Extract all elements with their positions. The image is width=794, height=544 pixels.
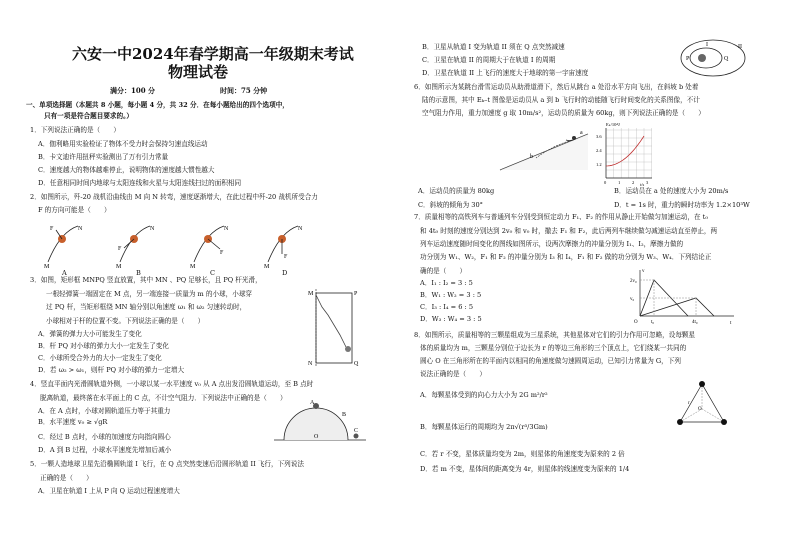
q7-option-b: B．W₁ : W₂ = 3 : 5 — [420, 291, 482, 299]
q8-option-d: D．若 m 不变，星体间的距离变为 4r，则星体的线速度变为原来的 1/4 — [420, 465, 630, 473]
q8-line-3: 圆心 O 在三角形所在的平面内以相同的角速度做匀速圆周运动，已知引力常量为 G，下列 — [420, 357, 681, 365]
svg-text:M: M — [44, 264, 50, 270]
svg-text:O: O — [698, 407, 702, 412]
q7-option-c: C．I₃ : I₄ = 6 : 5 — [420, 303, 474, 311]
svg-text:P: P — [354, 291, 358, 297]
fig7-xlabel: t — [730, 321, 732, 326]
section-heading-2: 只有一项是符合题目要求的。） — [44, 112, 134, 120]
page-subtitle: 物理试卷 — [168, 63, 229, 81]
q4-track-figure — [270, 396, 370, 446]
q8-option-c: C．若 r 不变，星体质量均变为 2m，则星体的角速度变为原来的 2 倍 — [420, 450, 625, 458]
q2-label-d: D — [282, 269, 288, 277]
fig5-label-ii: II — [738, 44, 742, 50]
fig5-label-i: I — [706, 42, 708, 48]
svg-text:C: C — [354, 428, 359, 434]
q3-frame-figure — [308, 285, 362, 370]
q6-option-b: B．运动员在 a 处的速度大小为 20m/s — [614, 187, 729, 195]
q3-option-b: B．杆 PQ 对小球的弹力大小一定发生了变化 — [38, 342, 169, 350]
q3-option-d: D．若 ω₂ > ω₁，则杆 PQ 对小球的弹力一定增大 — [38, 366, 185, 374]
svg-text:a: a — [580, 130, 583, 136]
q6-slope-figure — [496, 124, 592, 176]
q7-line-3: 列车运动速度随时间变化的图线如图所示，设两次摩擦力的冲量分别为 I₁、I₂，摩擦力做的 — [420, 240, 684, 248]
svg-text:N: N — [298, 226, 303, 232]
q7-line-2: 和 4t₀ 时刻的速度分别达到 2v₀ 和 v₀ 时，撤去 F₁ 和 F₂，此后两列车继续做匀减速运动直至停止，两 — [420, 227, 718, 235]
q3-line-3: 过 PQ 杆，当矩形框绕 MN 轴分别以角速度 ω₁ 和 ω₂ 匀速转动时， — [46, 303, 247, 311]
fig6-xtick-2: 2 — [632, 180, 635, 185]
fig6-ytick-3: 1.2 — [596, 162, 602, 167]
q8-option-a: A．每颗星体受到的向心力大小为 2G m²/r² — [420, 391, 548, 399]
svg-text:M: M — [308, 291, 314, 297]
q5-option-c: C．卫星在轨道 II 的周期大于在轨道 I 的周期 — [422, 56, 556, 64]
svg-text:M: M — [116, 264, 122, 270]
q6-option-c: C．斜坡的倾角为 30° — [418, 201, 483, 209]
q7-line-4: 功分别为 W₁、W₂，F₁ 和 F₂ 的冲量分别为 I₃ 和 I₄，F₁ 和 F₂ 做的功分别为 W₃、W₄．下列结论正 — [420, 253, 712, 261]
q4-line-1: 4．竖直平面内光滑圆轨道外侧，一小球以某一水平速度 v₀ 从 A 点出发沿圆轨道运动，至 B 点时 — [30, 380, 314, 388]
fig6-ylabel: Eₖ/10⁴J — [606, 122, 620, 127]
fig7-ytick-1: 2v₀ — [630, 279, 637, 284]
svg-text:N: N — [78, 226, 83, 232]
q7-option-a: A．I₁ : I₂ = 3 : 5 — [420, 279, 473, 287]
svg-text:F: F — [284, 254, 288, 260]
fig6-xtick-3: 3 — [646, 180, 649, 185]
svg-text:N: N — [224, 226, 229, 232]
q3-line-1: 3．如图，矩形框 MNPQ 竖直放置，其中 MN 、PQ 足够长，且 PQ 杆光滑， — [30, 276, 262, 284]
svg-text:O: O — [314, 434, 319, 440]
q1-option-b: B．卡文迪许用扭秤实验测出了万有引力常量 — [38, 153, 169, 161]
q7-line-5: 确的是（ ） — [420, 267, 467, 275]
q5-orbit-figure — [676, 36, 750, 80]
fig6-xtick-1: 1 — [618, 180, 621, 185]
fig7-xtick-0: O — [634, 320, 638, 325]
q5-option-d: D．卫星在轨道 II 上飞行的速度大于地球的第一宇宙速度 — [422, 69, 589, 77]
q3-option-a: A．弹簧的弹力大小可能发生了变化 — [38, 330, 142, 338]
q2-stem: 2．如图所示，歼-20 战机沿曲线由 M 向 N 转弯，速度逐渐增大，在此过程中歼-20 战机所受合力 — [30, 193, 318, 201]
svg-text:B: B — [342, 412, 347, 418]
q6-line-2: 陆的示意图，其中 Eₖ–t 图像是运动员从 a 到 b 飞行时的动能随飞行时间变化的关系图像，不计 — [422, 96, 700, 104]
q6-option-d: D．t = 1s 时，重力的瞬时功率为 1.2×10³W — [614, 201, 750, 209]
fig6-xlabel: t/s — [640, 182, 645, 187]
q1-option-c: C．速度越大的物体越难停止，说明物体的速度越大惯性越大 — [38, 166, 215, 174]
q5-option-b: B．卫星从轨道 I 变为轨道 II 须在 Q 点突然减速 — [422, 43, 565, 51]
q7-option-d: D．W₃ : W₄ = 3 : 5 — [420, 315, 482, 323]
fig6-ytick-1: 3.6 — [596, 134, 602, 139]
svg-text:Q: Q — [354, 361, 359, 367]
q5-option-a: A．卫星在轨道 I 上从 P 向 Q 运动过程速度增大 — [38, 487, 180, 495]
svg-text:F: F — [118, 246, 122, 252]
q1-option-a: A．伽利略用实验检证了物体不受力时会保持匀速直线运动 — [38, 140, 208, 148]
q2-label-c: C — [210, 269, 216, 277]
q7-vt-figure — [630, 266, 740, 326]
q5-line-2: 正确的是（ ） — [40, 474, 93, 482]
q6-option-a: A．运动员的质量为 80kg — [418, 187, 495, 195]
svg-text:r: r — [688, 401, 690, 406]
q6-line-3: 空气阻力作用，重力加速度 g 取 10m/s²，运动员的质量为 60kg，则下列说法正确的是（ ） — [422, 109, 705, 117]
q4-option-d: D．A 到 B 过程，小球水平速度先增加后减小 — [38, 446, 172, 454]
q3-line-2: 一根轻弹簧一端固定在 M 点，另一端连接一质量为 m 的小球，小球穿 — [46, 290, 253, 298]
fig6-xtick-0: 0 — [604, 180, 607, 185]
q2-label-b: B — [136, 269, 141, 277]
fig7-xtick-2: 4t₀ — [692, 320, 698, 325]
q6-line-1: 6．如图所示为某跳台滑雪运动员从助滑道滑下，然后从跳台 a 处沿水平方向飞出，在斜坡 b 处着 — [414, 83, 699, 91]
q3-line-4: 小球相对于杆的位置不变。下列说法正确的是（ ） — [46, 317, 205, 325]
svg-text:A: A — [310, 400, 315, 406]
q4-option-c: C．经过 B 点时，小球的加速度方向指向圆心 — [38, 433, 171, 441]
fig5-label-p: P — [686, 56, 690, 62]
svg-text:M: M — [264, 264, 270, 270]
q4-line-2: 脱离轨道，最终落在水平面上的 C 点，不计空气阻力．下列说法中正确的是（ ） — [40, 394, 287, 402]
q4-option-a: A．在 A 点时，小球对圆轨道压力等于其重力 — [38, 407, 171, 415]
fig7-ytick-2: v₀ — [630, 297, 635, 302]
q5-line-1: 5．一颗人造地球卫星先沿椭圆轨道 I 飞行，在 Q 点突然变速后沿圆形轨道 II 飞行，下列说法 — [30, 460, 304, 468]
q1-stem: 1．下列说法正确的是（ ） — [30, 126, 120, 134]
q8-line-4: 说法正确的是（ ） — [420, 370, 486, 378]
q8-three-star-figure — [674, 378, 730, 430]
q7-line-1: 7．质量相等的高铁列车与普通列车分别受到恒定动力 F₁、F₂ 的作用从静止开始做匀加速运动，在 t₀ — [414, 213, 708, 221]
section-heading: 一、单项选择题（本题共 8 小题，每小题 4 分，共 32 分．在每小题给出的四个选项中， — [26, 101, 289, 109]
q8-line-1: 8．如图所示，质量相等的三颗星组成为三星系统，其他星体对它们的引力作用可忽略，设每颗星 — [414, 331, 696, 339]
fig5-label-q: Q — [724, 56, 729, 62]
svg-text:M: M — [190, 264, 196, 270]
svg-text:F: F — [220, 250, 224, 256]
time-text: 时间：75 分钟 — [220, 86, 268, 95]
q2-figures — [38, 222, 338, 270]
fig7-xtick-1: t₀ — [651, 320, 655, 325]
q6-ek-chart — [596, 122, 656, 188]
fig6-ytick-2: 2.4 — [596, 148, 602, 153]
page-title: 六安一中2024年春学期高一年级期末考试 — [72, 45, 354, 63]
svg-text:N: N — [150, 226, 155, 232]
q2-label-a: A — [62, 269, 67, 277]
q8-line-2: 体的质量均为 m，三颗星分别位于边长为 r 的等边三角形的三个顶点上，它们绕某一共同的 — [420, 344, 687, 352]
q2-stem-2: F 的方向可能是（ ） — [38, 206, 111, 214]
svg-text:b: b — [530, 154, 533, 160]
svg-text:F: F — [50, 226, 54, 232]
q4-option-b: B．水平速度 v₀ ≥ √gR — [38, 418, 108, 426]
svg-text:N: N — [308, 361, 313, 367]
fig7-ylabel: v — [642, 269, 645, 274]
score-text: 满分：100 分 — [110, 86, 156, 95]
q3-option-c: C．小球所受合外力的大小一定发生了变化 — [38, 354, 162, 362]
q8-option-b: B．每颗星体运行的周期均为 2π√(r³/3Gm) — [420, 423, 548, 431]
q1-option-d: D．任意相同时间内地球与太阳连线和火星与太阳连线扫过的面积相同 — [38, 179, 242, 187]
